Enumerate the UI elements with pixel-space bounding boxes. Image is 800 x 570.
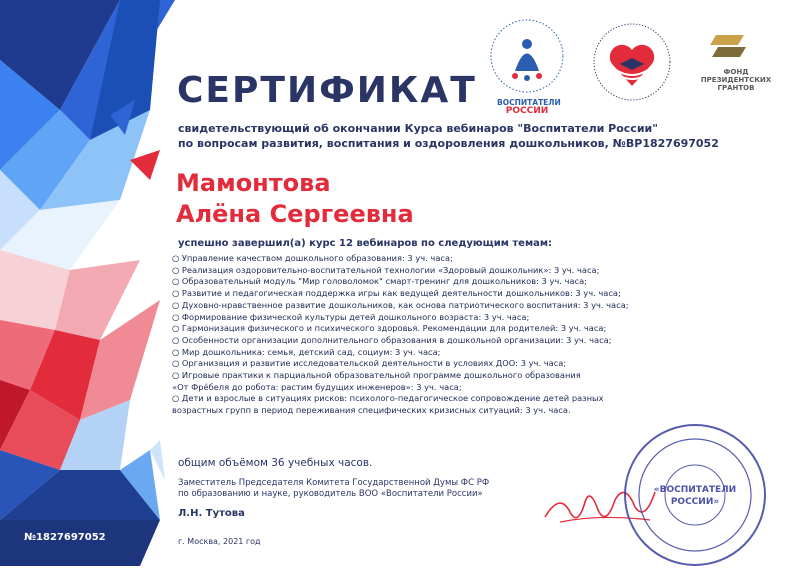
signer-name: Л.Н. Тутова bbox=[178, 508, 245, 519]
topic-item: возрастных групп в период переживания специфических кризисных ситуаций: 3 уч. часа. bbox=[172, 405, 571, 416]
signatory-title bbox=[178, 478, 489, 500]
certificate-subtitle bbox=[178, 121, 778, 151]
recipient-given-names: Алёна Сергеевна bbox=[176, 200, 414, 228]
topic-item: ○ Организация и развитие исследовательской деятельности в условиях ДОО: 3 уч. часа; bbox=[172, 358, 567, 369]
vospitateli-logo-text bbox=[497, 98, 561, 116]
national-project-logo bbox=[590, 20, 674, 104]
subtitle-line1: свидетельствующий об окончании Курса вебинаров "Воспитатели России" bbox=[178, 122, 658, 135]
total-hours: общим объёмом 36 учебных часов. bbox=[178, 457, 373, 469]
presidential-grants-fund-logo bbox=[710, 33, 750, 63]
recipient-surname: Мамонтова bbox=[176, 169, 331, 197]
fund-line1: ФОНД bbox=[723, 68, 749, 76]
fund-line2: ПРЕЗИДЕНТСКИХ bbox=[700, 76, 772, 84]
topic-list bbox=[172, 253, 732, 417]
topic-item: ○ Реализация оздоровительно-воспитательной технологии «Здоровый дошкольник»: 3 уч. часа; bbox=[172, 264, 600, 275]
certificate-title: СЕРТИФИКАТ bbox=[177, 70, 477, 111]
official-stamp bbox=[620, 420, 770, 570]
serial-number: №1827697052 bbox=[24, 532, 106, 543]
topic-item: ○ Духовно-нравственное развитие дошкольников, как основа патриотического воспитания: 3 уч. часа; bbox=[172, 299, 629, 310]
topic-item: ○ Управление качеством дошкольного образования: 3 уч. часа; bbox=[172, 253, 453, 263]
topic-item: ○ Формирование физической культуры детей дошкольного возраста: 3 уч. часа; bbox=[172, 311, 530, 322]
topic-item: ○ Развитие и педагогическая поддержка игры как ведущей деятельности дошкольников: 3 уч. часа; bbox=[172, 288, 621, 299]
stamp-center-line1: «ВОСПИТАТЕЛИ bbox=[653, 485, 737, 495]
topic-item: ○ Гармонизация физического и психического здоровья. Рекомендации для родителей: 3 уч. часа; bbox=[172, 323, 607, 334]
topic-item: ○ Дети и взрослые в ситуациях рисков: психолого-педагогическое сопровождение детей разных bbox=[172, 393, 604, 404]
vospitateli-text-line2: РОССИИ bbox=[505, 106, 549, 116]
topic-item: ○ Мир дошкольника: семья, детский сад, социум: 3 уч. часа; bbox=[172, 346, 441, 357]
stamp-center-line2: РОССИИ» bbox=[670, 497, 720, 507]
city-year: г. Москва, 2021 год bbox=[178, 537, 261, 546]
recipient-name bbox=[176, 168, 414, 230]
topic-item: ○ Образовательный модуль "Мир головоломок" смарт-тренинг для дошкольников: 3 уч. часа; bbox=[172, 276, 587, 287]
topic-item: ○ Особенности организации дополнительного образования в дошкольной организации: 3 уч. часа; bbox=[172, 334, 612, 345]
signatory-line2: по образованию и науке, руководитель ВОО «Воспитатели России» bbox=[178, 489, 483, 499]
fund-line3: ГРАНТОВ bbox=[717, 84, 755, 92]
presidential-grants-fund-text bbox=[697, 68, 775, 92]
topic-item: ○ Игровые практики к парциальной образовательной программе дошкольного образования bbox=[172, 370, 581, 381]
signatory-line1: Заместитель Председателя Комитета Государственной Думы ФС РФ bbox=[178, 478, 490, 488]
topic-item: «От Фрёбеля до робота: растим будущих инженеров»: 3 уч. часа; bbox=[172, 381, 462, 392]
vospitateli-text-line1: ВОСПИТАТЕЛИ bbox=[497, 98, 561, 107]
course-intro: успешно завершил(а) курс 12 вебинаров по следующим темам: bbox=[178, 238, 553, 249]
subtitle-line2: по вопросам развития, воспитания и оздоровления дошкольников, №ВР1827697052 bbox=[178, 137, 719, 150]
